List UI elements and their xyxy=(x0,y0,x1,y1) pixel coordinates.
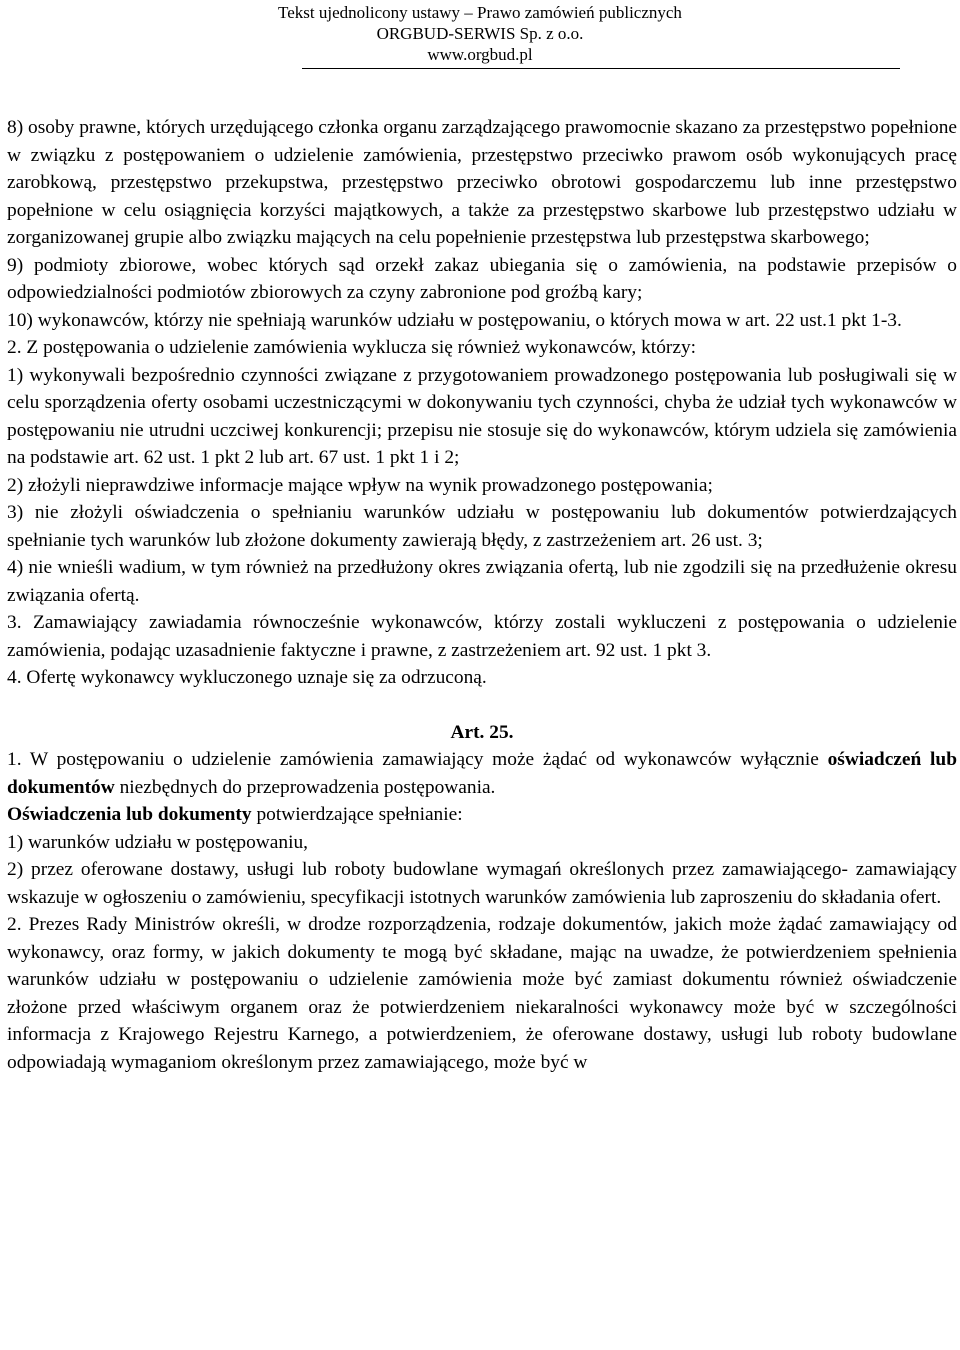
header-company: ORGBUD-SERWIS Sp. z o.o. xyxy=(376,24,584,43)
paragraph-section-2-point-3: 3) nie złożyli oświadczenia o spełnianiu warunków udziału w postępowaniu lub dokumentów potwierdzających spełnianie tych warunków lub złożone dokumenty zawierają błędy, z zastrzeżeniem art. 26 ust. 3; xyxy=(7,502,957,551)
paragraph-section-2: 2. Z postępowania o udzielenie zamówienia wyklucza się również wykonawców, którzy: xyxy=(7,337,697,358)
article-section-1-point-1: 1) warunków udziału w postępowaniu, xyxy=(7,831,309,853)
page-header xyxy=(0,2,960,65)
article-section-1-continuation-text: potwierdzające spełnianie: xyxy=(251,804,463,825)
header-title: Tekst ujednolicony ustawy – Prawo zamówień publicznych xyxy=(278,3,682,22)
article-title: Art. 25. xyxy=(450,721,514,743)
paragraph-section-2-point-1: 1) wykonywali bezpośrednio czynności związane z przygotowaniem prowadzonego postępowania lub posługiwali się w celu sporządzenia oferty osobami uczestniczącymi w dokonywaniu tych czynności, chyba że udział tych wykonawców w postępowaniu nie utrudni uczciwej konkurencji; przepisu nie stosuje się do wykonawców, którym udziela się zamówienia na podstawie art. 62 ust. 1 pkt 2 lub art. 67 ust. 1 pkt 1 i 2; xyxy=(7,364,957,468)
document-body xyxy=(7,114,957,1076)
article-section-1-text-end: niezbędnych do przeprowadzenia postępowania. xyxy=(114,776,496,798)
header-divider xyxy=(302,68,900,69)
paragraph-section-2-point-4: 4) nie wnieśli wadium, w tym również na przedłużony okres związania ofertą, lub nie zgodzili się na przedłużenie okresu związania ofertą. xyxy=(7,557,957,606)
paragraph-section-2-point-2: 2) złożyli nieprawdziwe informacje mające wpływ na wynik prowadzonego postępowania; xyxy=(7,474,713,496)
article-section-1-text: 1. W postępowaniu o udzielenie zamówienia zamawiający może żądać od wykonawców wyłącznie xyxy=(7,749,828,770)
paragraph-point-9: 9) podmioty zbiorowe, wobec których sąd orzekł zakaz ubiegania się o zamówienia, na podstawie przepisów o odpowiedzialności podmiotów zbiorowych za czyny zabronione pod groźbą kary; xyxy=(7,254,957,303)
article-section-1 xyxy=(7,746,957,801)
article-section-1-point-2: 2) przez oferowane dostawy, usługi lub roboty budowlane wymagań określonych przez zamawiającego- zamawiający wskazuje w ogłoszeniu o zamówieniu, specyfikacji istotnych warunków zamówienia lub zaproszeniu do składania ofert. xyxy=(7,859,957,908)
header-website: www.orgbud.pl xyxy=(427,45,533,64)
article-section-1-bold-phrase: oświadczeń lub dokumentów xyxy=(7,749,957,798)
paragraph-point-10: 10) wykonawców, którzy nie spełniają warunków udziału w postępowaniu, o których mowa w art. 22 ust.1 pkt 1-3. xyxy=(7,309,902,331)
paragraph-point-8: 8) osoby prawne, których urzędującego członka organu zarządzającego prawomocnie skazano za przestępstwo popełnione w związku z postępowaniem o udzielenie zamówienia, przestępstwo przeciwko prawom osób wykonujących pracę zarobkową, przestępstwo przekupstwa, przestępstwo przeciwko obrotowi gospodarczemu lub inne przestępstwo popełnione w celu osiągnięcia korzyści majątkowych, a także za przestępstwo skarbowe lub przestępstwo udziału w zorganizowanej grupie albo związku mających na celu popełnienie przestępstwa lub przestępstwa skarbowego; xyxy=(7,117,957,248)
article-section-1-continuation xyxy=(7,801,957,829)
paragraph-section-3: 3. Zamawiający zawiadamia równocześnie wykonawców, którzy zostali wykluczeni z postępowania o udzielenie zamówienia, podając uzasadnienie faktyczne i prawne, z zastrzeżeniem art. 92 ust. 1 pkt 3. xyxy=(7,612,957,661)
article-section-2: 2. Prezes Rady Ministrów określi, w drodze rozporządzenia, rodzaje dokumentów, jakich może żądać zamawiający od wykonawcy, oraz formy, w jakich dokumenty te mogą być składane, mając na uwadze, że potwierdzeniem spełnienia warunków udziału w postępowaniu o udzielenie zamówienia może być zamiast dokumentu również oświadczenie złożone przed właściwym organem oraz że potwierdzeniem niekaralności wykonawcy może być w szczególności informacja z Krajowego Rejestru Karnego, a potwierdzeniem, że oferowane dostawy, usługi lub roboty budowlane odpowiadają wymaganiom określonym przez zamawiającego, może być w xyxy=(7,914,957,1073)
article-section-1-bold-phrase-2: Oświadczenia lub dokumenty xyxy=(7,804,252,825)
paragraph-section-4: 4. Ofertę wykonawcy wykluczonego uznaje się za odrzuconą. xyxy=(7,667,487,688)
